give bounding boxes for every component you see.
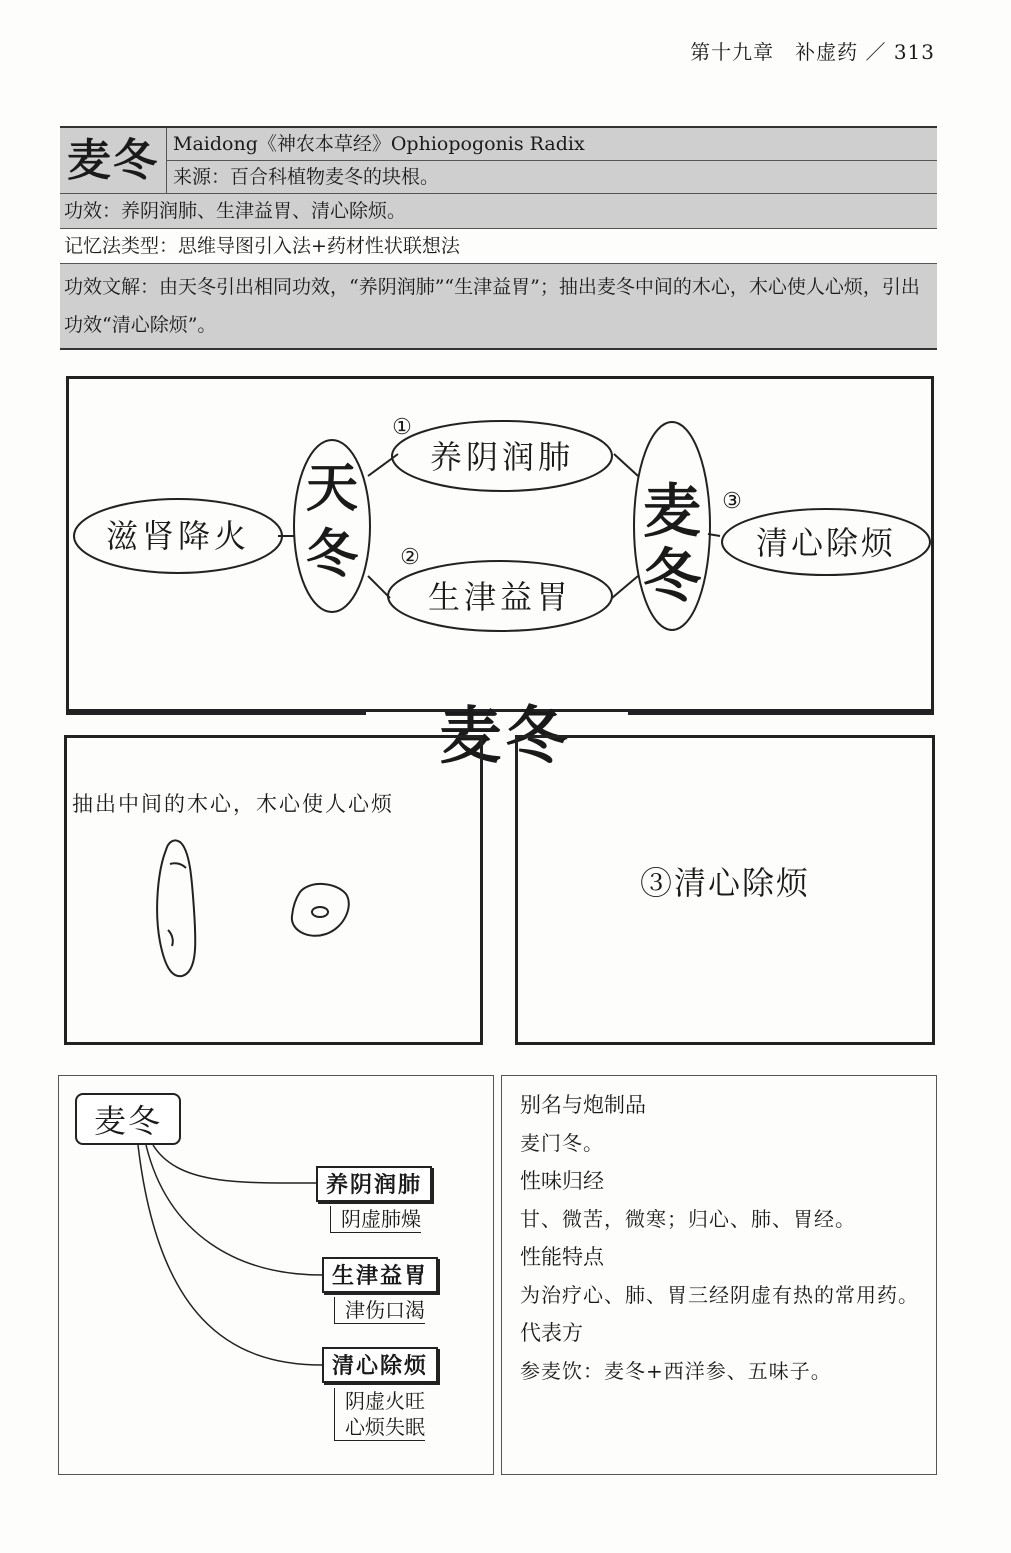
slice-core bbox=[312, 907, 328, 917]
root-line-2 bbox=[168, 930, 173, 946]
connector-top-right bbox=[614, 454, 638, 476]
leaf-text: 阴虚火旺 bbox=[345, 1389, 425, 1413]
connector-bottom-right bbox=[612, 576, 638, 598]
title-line: Maidong《神农本草经》Ophiopogonis Radix bbox=[167, 128, 937, 161]
slice-outline bbox=[292, 884, 349, 936]
memory-type-row: 记忆法类型：思维导图引入法+药材性状联想法 bbox=[60, 229, 937, 264]
num-2: ② bbox=[400, 545, 420, 570]
alias-text: 麦门冬。 bbox=[520, 1131, 604, 1155]
label-top: 养阴润肺 bbox=[429, 438, 575, 476]
page-header: 第十九章 补虚药 ／ 313 bbox=[690, 40, 935, 64]
panel-left-caption: 抽出中间的木心，木心使人心烦 bbox=[72, 792, 394, 816]
label-bottom: 生津益胃 bbox=[427, 578, 573, 616]
tree-branch-3: 清心除烦 bbox=[322, 1347, 438, 1383]
connector-top-left bbox=[368, 454, 398, 476]
label-tiandong-1: 天 bbox=[305, 459, 359, 519]
tree-leaf-1 bbox=[330, 1206, 421, 1233]
num-1: ① bbox=[392, 415, 412, 440]
tree-link-1 bbox=[153, 1145, 316, 1183]
herb-name: 麦冬 bbox=[60, 128, 167, 193]
title-sub bbox=[167, 128, 937, 193]
herb-info-table bbox=[60, 126, 937, 350]
label-zishen: 滋肾降火 bbox=[105, 517, 251, 555]
mindmap-diagram bbox=[66, 376, 934, 696]
root-line-1 bbox=[170, 863, 186, 868]
leaf-text: 阴虚肺燥 bbox=[341, 1207, 421, 1231]
alias-heading: 别名与炮制品 bbox=[520, 1093, 646, 1117]
leaf-text: 津伤口渴 bbox=[345, 1298, 425, 1322]
root-drawing bbox=[140, 830, 380, 990]
connector-bottom-left bbox=[368, 576, 390, 598]
explanation-row: 功效文解：由天冬引出相同功效，“养阴润肺”“生津益胃”；抽出麦冬中间的木心，木心使人心烦，引出功效“清心除烦”。 bbox=[60, 264, 937, 348]
label-right: 清心除烦 bbox=[755, 524, 897, 562]
nature-text: 甘、微苦，微寒；归心、肺、胃经。 bbox=[520, 1207, 856, 1231]
feature-text: 为治疗心、肺、胃三经阴虚有热的常用药。 bbox=[520, 1283, 919, 1307]
tree-branch-1: 养阴润肺 bbox=[316, 1166, 432, 1202]
efficacy-row: 功效：养阴润肺、生津益胃、清心除烦。 bbox=[60, 194, 937, 229]
label-maidong-2: 冬 bbox=[642, 542, 702, 610]
feature-heading: 性能特点 bbox=[520, 1245, 604, 1269]
panel-right-text: ③清心除烦 bbox=[639, 864, 810, 902]
root-outline bbox=[157, 840, 195, 976]
title-row bbox=[60, 128, 937, 194]
num-3: ③ bbox=[722, 489, 742, 514]
formula-heading: 代表方 bbox=[520, 1321, 583, 1345]
tree-branch-2: 生津益胃 bbox=[322, 1257, 438, 1293]
tree-leaf-2 bbox=[334, 1297, 425, 1324]
center-title: 麦冬 bbox=[439, 699, 572, 772]
label-tiandong-2: 冬 bbox=[305, 525, 359, 585]
properties-content bbox=[520, 1086, 925, 1390]
leaf-text: 心烦失眠 bbox=[345, 1415, 425, 1439]
label-maidong-1: 麦 bbox=[642, 477, 702, 545]
source-line: 来源：百合科植物麦冬的块根。 bbox=[173, 166, 440, 188]
formula-text: 参麦饮：麦冬+西洋参、五味子。 bbox=[520, 1359, 832, 1383]
tree-leaf-3 bbox=[334, 1388, 425, 1441]
tree-root: 麦冬 bbox=[75, 1093, 181, 1145]
nature-heading: 性味归经 bbox=[520, 1169, 604, 1193]
